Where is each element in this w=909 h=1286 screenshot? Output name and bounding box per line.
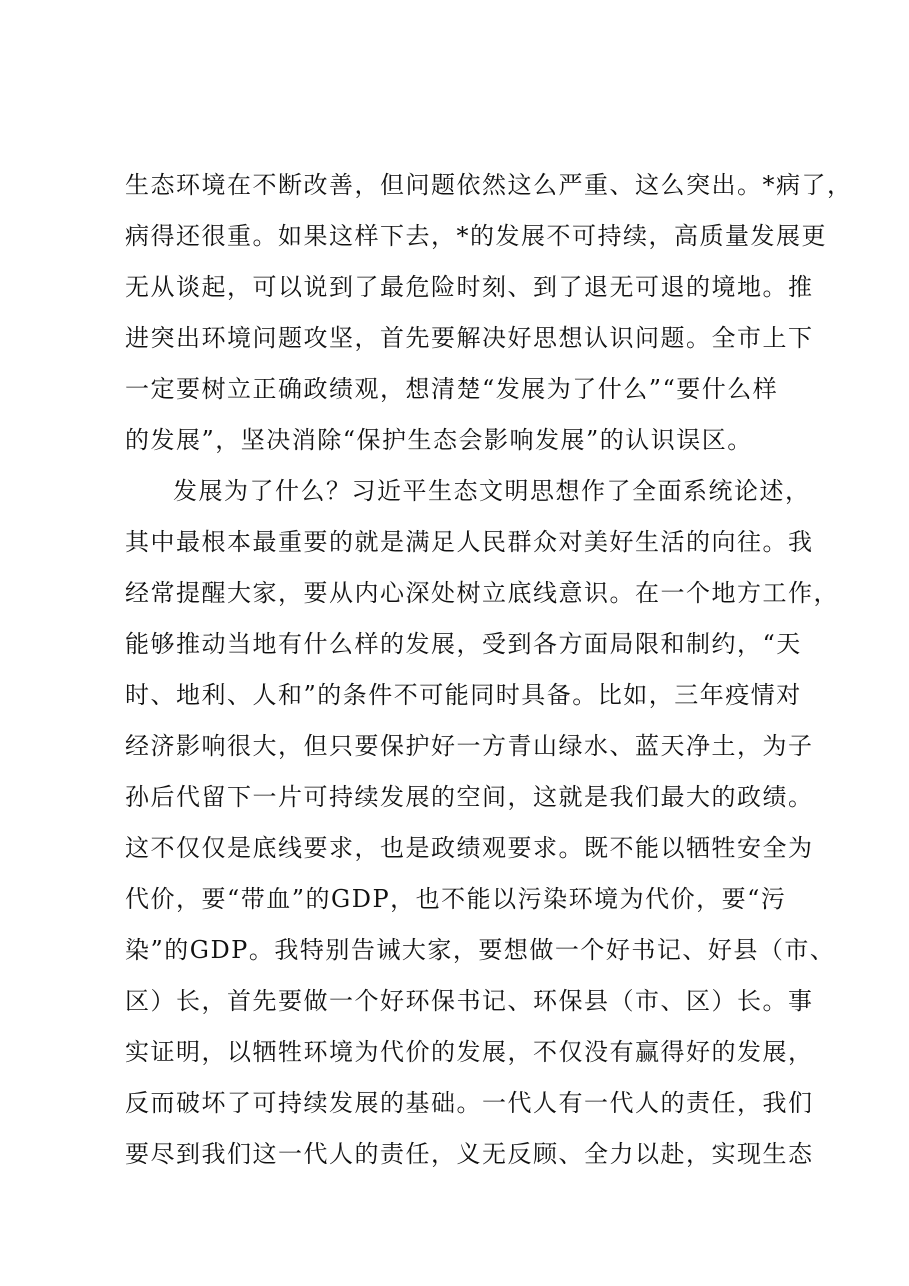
paragraph-1-line-6: 的发展”，坚决消除“保护生态会影响发展”的认识误区。 [125,426,753,454]
paragraph-2-line-14: 要尽到我们这一代人的责任，义无反顾、全力以赴，实现生态 [125,1140,814,1168]
paragraph-1-line-2: 病得还很重。如果这样下去，*的发展不可持续，高质量发展更 [125,222,827,250]
paragraph-2-line-10: 染”的GDP。我特别告诫大家，要想做一个好书记、好县（市、 [125,936,836,964]
paragraph-2-line-4: 能够推动当地有什么样的发展，受到各方面局限和制约，“天 [125,630,802,658]
document-body [125,160,853,1180]
paragraph-2-line-2: 其中最根本最重要的就是满足人民群众对美好生活的向往。我 [125,528,814,556]
paragraph-2-line-5: 时、地利、人和”的条件不可能同时具备。比如，三年疫情对 [125,681,802,709]
paragraph-2-line-1: 发展为了什么？习近平生态文明思想作了全面系统论述， [173,477,811,505]
paragraph-2-line-12: 实证明，以牺牲环境为代价的发展，不仅没有赢得好的发展， [125,1038,814,1066]
paragraph-2-line-9: 代价，要“带血”的GDP，也不能以污染环境为代价，要“污 [125,885,787,913]
paragraph-2-line-8: 这不仅仅是底线要求，也是政绩观要求。既不能以牺牲安全为 [125,834,814,862]
paragraph-2-line-11: 区）长，首先要做一个好环保书记、环保县（市、区）长。事 [125,987,814,1015]
paragraph-2-line-6: 经济影响很大，但只要保护好一方青山绿水、蓝天净土，为子 [125,732,814,760]
paragraph-1-line-3: 无从谈起，可以说到了最危险时刻、到了退无可退的境地。推 [125,273,814,301]
paragraph-2-line-7: 孙后代留下一片可持续发展的空间，这就是我们最大的政绩。 [125,783,814,811]
paragraph-2-line-13: 反而破坏了可持续发展的基础。一代人有一代人的责任，我们 [125,1089,814,1117]
paragraph-1-line-4: 进突出环境问题攻坚，首先要解决好思想认识问题。全市上下 [125,324,814,352]
paragraph-1-line-5: 一定要树立正确政绩观，想清楚“发展为了什么”“要什么样 [125,375,779,403]
paragraph-2-line-3: 经常提醒大家，要从内心深处树立底线意识。在一个地方工作， [125,579,839,607]
paragraph-1-line-1: 生态环境在不断改善，但问题依然这么严重、这么突出。*病了， [125,171,853,199]
